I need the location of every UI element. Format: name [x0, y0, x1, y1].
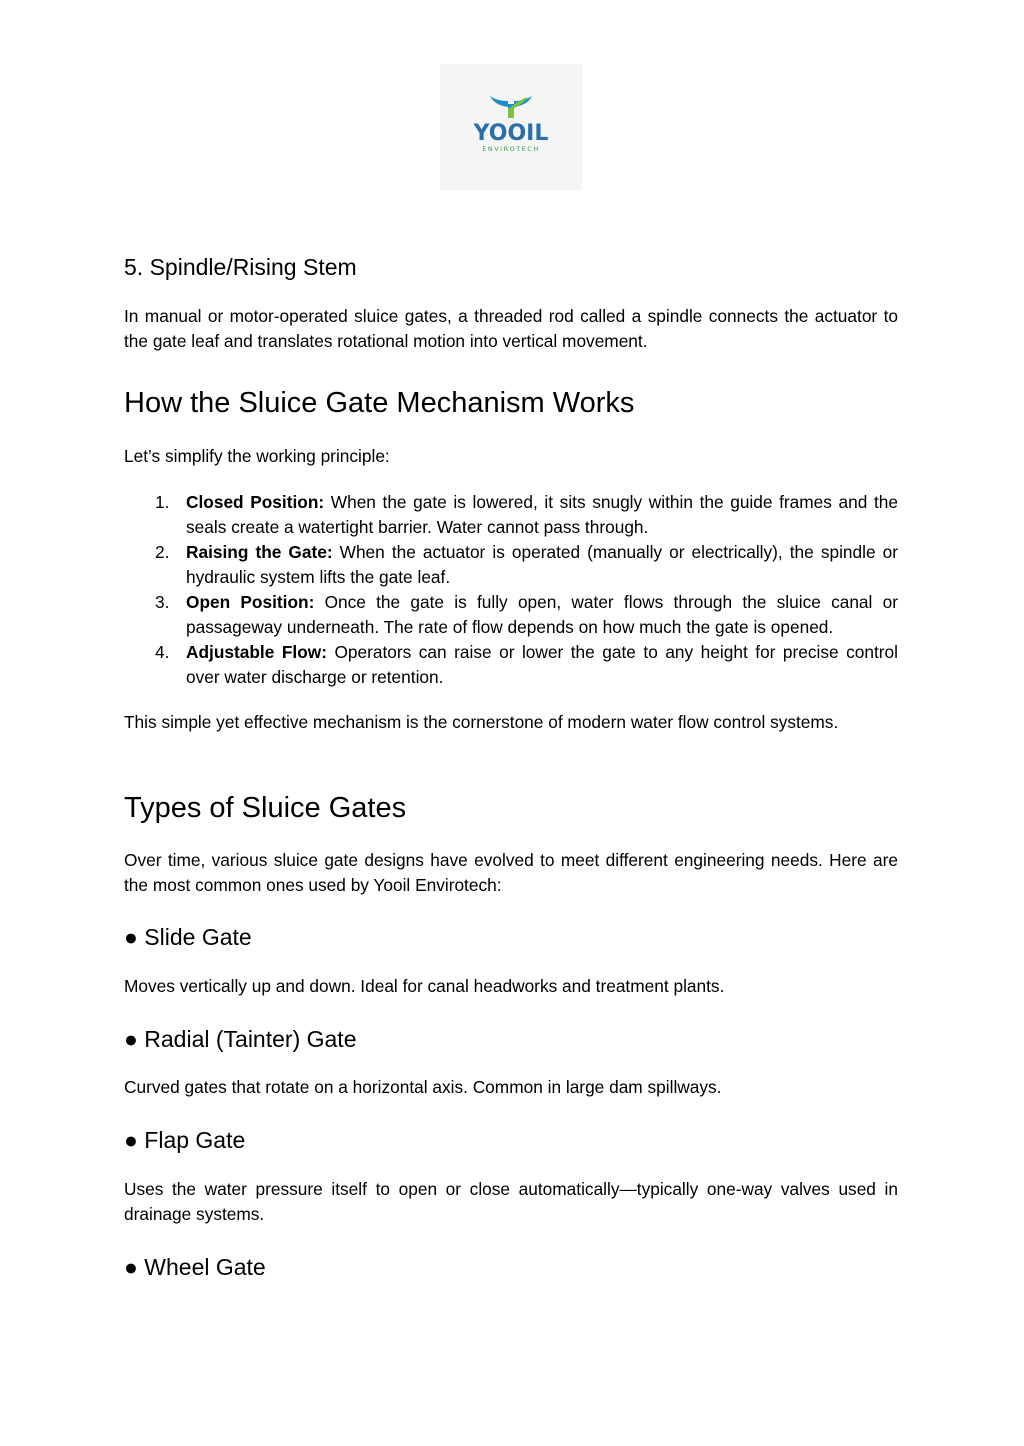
- radial-gate-paragraph: Curved gates that rotate on a horizontal axis. Common in large dam spillways.: [124, 1077, 722, 1097]
- types-heading: Types of Sluice Gates: [124, 792, 407, 824]
- step-item: [124, 640, 898, 690]
- slide-gate-paragraph: Moves vertically up and down. Ideal for canal headworks and treatment plants.: [124, 976, 725, 996]
- yooil-logo-mark: [440, 64, 582, 190]
- step-number: 2.: [155, 542, 170, 562]
- step-item: [124, 540, 898, 590]
- step-item: [124, 490, 898, 540]
- how-it-works-heading: How the Sluice Gate Mechanism Works: [124, 387, 635, 419]
- how-intro-paragraph: Let’s simplify the working principle:: [124, 446, 390, 466]
- step-number: 3.: [155, 592, 170, 612]
- flap-gate-paragraph: Uses the water pressure itself to open or close automatically—typically one-way valves used in drainage systems.: [124, 1179, 898, 1224]
- step-term: Closed Position:: [186, 492, 325, 512]
- step-text: Once the gate is fully open, water flows through the sluice canal or passageway underneath. The rate of flow depends on how much the gate is opened.: [186, 592, 898, 637]
- radial-gate-heading: ● Radial (Tainter) Gate: [124, 1026, 357, 1052]
- slide-gate-heading: ● Slide Gate: [124, 924, 252, 950]
- step-term: Open Position:: [186, 592, 315, 612]
- step-number: 1.: [155, 492, 170, 512]
- logo-brand-text: YOOIL: [473, 121, 549, 146]
- step-text: When the actuator is operated (manually or electrically), the spindle or hydraulic system lifts the gate leaf.: [186, 542, 898, 587]
- spindle-paragraph: In manual or motor-operated sluice gates, a threaded rod called a spindle connects the actuator to the gate leaf and translates rotational motion into vertical movement.: [124, 306, 898, 351]
- working-steps-list: [124, 490, 898, 690]
- how-outro-paragraph: This simple yet effective mechanism is the cornerstone of modern water flow control systems.: [124, 712, 839, 732]
- step-text: Operators can raise or lower the gate to any height for precise control over water discharge or retention.: [186, 642, 899, 687]
- step-text: When the gate is lowered, it sits snugly within the guide frames and the seals create a watertight barrier. Water cannot pass through.: [186, 492, 898, 537]
- company-logo: [440, 64, 582, 190]
- step-number: 4.: [155, 642, 170, 662]
- logo-sub-text: ENVIROTECH: [482, 145, 540, 153]
- wheel-gate-heading: ● Wheel Gate: [124, 1254, 266, 1280]
- step-term: Raising the Gate:: [186, 542, 333, 562]
- step-term: Adjustable Flow:: [186, 642, 327, 662]
- step-item: [124, 590, 898, 640]
- spindle-heading: 5. Spindle/Rising Stem: [124, 254, 357, 280]
- flap-gate-heading: ● Flap Gate: [124, 1127, 246, 1153]
- types-intro-paragraph: Over time, various sluice gate designs have evolved to meet different engineering needs. Here are the most common ones used by Yooil Envirotech:: [124, 850, 898, 895]
